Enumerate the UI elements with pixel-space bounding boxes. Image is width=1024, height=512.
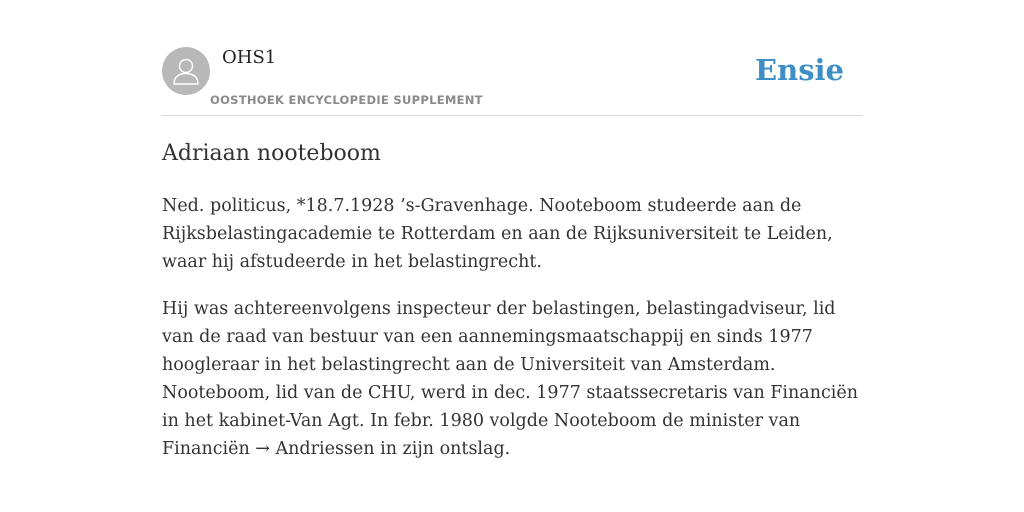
article-header [162, 46, 862, 116]
source-label[interactable]: OOSTHOEK ENCYCLOPEDIE SUPPLEMENT [210, 93, 483, 107]
author-name[interactable]: OHS1 [222, 47, 277, 68]
brand-logo[interactable]: Ensie [755, 53, 844, 87]
article-body [162, 192, 862, 463]
article-card [162, 46, 862, 463]
article-title: Adriaan nooteboom [162, 141, 381, 166]
user-avatar-icon[interactable] [162, 47, 210, 95]
article-paragraph: Hij was achtereenvolgens inspecteur der belastingen, belastingadviseur, lid van de raad van bestuur van een aannemingsmaatschappij en sinds 1977 hoogleraar in het belastingrecht aan de Universiteit van Amsterdam. Nooteboom, lid van de CHU, werd in dec. 1977 staatssecretaris van Financiën in het kabinet-Van Agt. In febr. 1980 volgde Nooteboom de minister van Financiën → Andriessen in zijn ontslag. [162, 299, 859, 459]
article-paragraph: Ned. politicus, *18.7.1928 ’s-Gravenhage. Nooteboom studeerde aan de Rijksbelastingacademie te Rotterdam en aan de Rijksuniversiteit te Leiden, waar hij afstudeerde in het belastingrecht. [162, 196, 833, 272]
